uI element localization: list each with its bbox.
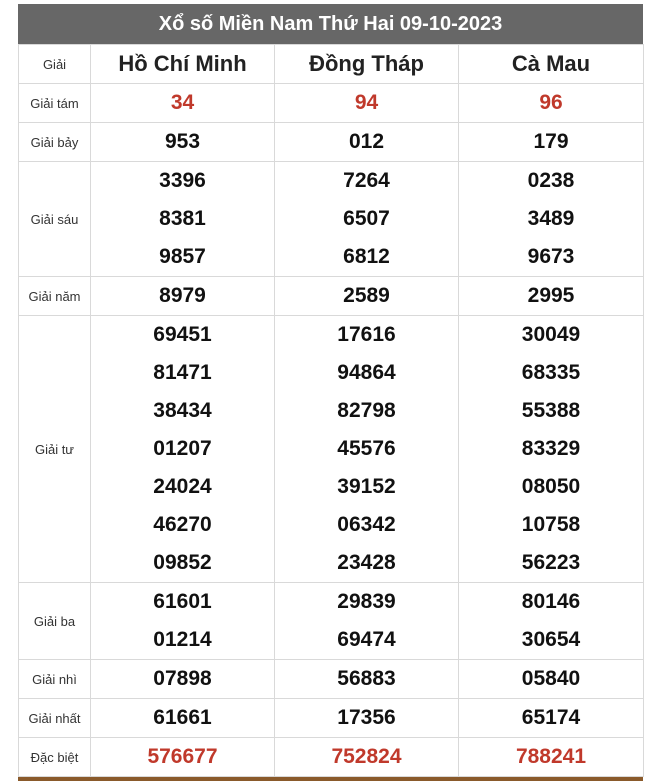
prize-cell: [459, 699, 644, 738]
prize-number: 69451: [153, 323, 212, 346]
prize-number: 0238: [527, 169, 575, 192]
prize-number: 3489: [527, 207, 575, 230]
prize-number: 81471: [153, 361, 212, 384]
prize-cell: [275, 738, 459, 777]
prize-label: Giải tám: [19, 84, 91, 123]
prize-cell: [459, 123, 644, 162]
prize-cell: [459, 84, 644, 123]
prize-number: 05840: [521, 667, 581, 690]
prize-number: 65174: [521, 706, 581, 729]
prize-number: 788241: [515, 745, 587, 768]
page-title: Xổ số Miền Nam Thứ Hai 09-10-2023: [18, 4, 643, 44]
prize-number: 9673: [527, 245, 575, 268]
prize-number: 012: [348, 130, 385, 153]
prize-number: 39152: [337, 475, 396, 498]
prize-cell: [275, 316, 459, 583]
prize-cell: [459, 162, 644, 277]
prize-cell: [275, 162, 459, 277]
prize-cell: [275, 699, 459, 738]
prize-number: 10758: [521, 513, 581, 536]
prize-cell: [91, 162, 275, 277]
prize-cell: [275, 660, 459, 699]
province-header[interactable]: Cà Mau: [459, 45, 644, 84]
province-header[interactable]: Đồng Tháp: [275, 45, 459, 84]
prize-column-header: Giải: [19, 45, 91, 84]
prize-number: 30654: [521, 628, 581, 651]
prize-number: 17616: [337, 323, 396, 346]
prize-number: 80146: [521, 590, 581, 613]
prize-cell: [275, 277, 459, 316]
prize-number: 45576: [337, 437, 396, 460]
prize-cell: [459, 738, 644, 777]
prize-number: 56223: [521, 551, 581, 574]
province-header[interactable]: Hồ Chí Minh: [91, 45, 275, 84]
prize-number: 06342: [337, 513, 396, 536]
prize-number: 3396: [159, 169, 206, 192]
prize-number: 69474: [337, 628, 396, 651]
prize-number: 23428: [337, 551, 396, 574]
prize-row: [19, 123, 644, 162]
prize-label: Đặc biệt: [19, 738, 91, 777]
prize-row: [19, 84, 644, 123]
prize-number: 55388: [521, 399, 581, 422]
prize-row: [19, 738, 644, 777]
prize-number: 576677: [147, 745, 218, 768]
prize-number: 30049: [521, 323, 581, 346]
prize-number: 68335: [521, 361, 581, 384]
prize-cell: [459, 316, 644, 583]
prize-row: [19, 660, 644, 699]
prize-label: Giải tư: [19, 316, 91, 583]
prize-number: 07898: [153, 667, 212, 690]
prize-row: [19, 699, 644, 738]
prize-label: Giải nhì: [19, 660, 91, 699]
prize-number: 94864: [337, 361, 396, 384]
prize-number: 953: [164, 130, 201, 153]
prize-number: 24024: [153, 475, 212, 498]
prize-number: 179: [533, 130, 569, 153]
prize-number: 96: [539, 91, 563, 114]
prize-number: 6812: [343, 245, 390, 268]
prize-number: 2995: [527, 284, 575, 307]
prize-number: 09852: [153, 551, 212, 574]
prize-row: [19, 277, 644, 316]
prize-cell: [91, 660, 275, 699]
prize-row: [19, 162, 644, 277]
results-table: [18, 44, 644, 777]
results-panel: [18, 4, 643, 781]
prize-cell: [459, 583, 644, 660]
prize-number: 01214: [153, 628, 212, 651]
prize-number: 83329: [521, 437, 581, 460]
header-row: [19, 45, 644, 84]
prize-number: 34: [170, 91, 195, 114]
prize-label: Giải năm: [19, 277, 91, 316]
prize-number: 6507: [343, 207, 390, 230]
prize-number: 29839: [337, 590, 396, 613]
prize-cell: [91, 123, 275, 162]
prize-cell: [91, 277, 275, 316]
prize-number: 2589: [343, 284, 390, 307]
prize-number: 7264: [343, 169, 390, 192]
prize-number: 46270: [153, 513, 212, 536]
prize-number: 56883: [337, 667, 396, 690]
bottom-divider: [18, 777, 643, 781]
prize-number: 752824: [331, 745, 402, 768]
prize-cell: [459, 277, 644, 316]
prize-row: [19, 583, 644, 660]
prize-number: 01207: [153, 437, 212, 460]
prize-number: 8381: [159, 207, 206, 230]
prize-number: 8979: [159, 284, 206, 307]
prize-number: 61661: [153, 706, 212, 729]
prize-cell: [91, 316, 275, 583]
prize-number: 9857: [159, 245, 206, 268]
prize-number: 38434: [153, 399, 212, 422]
prize-number: 17356: [337, 706, 396, 729]
prize-cell: [91, 699, 275, 738]
prize-label: Giải bảy: [19, 123, 91, 162]
prize-label: Giải ba: [19, 583, 91, 660]
prize-cell: [459, 660, 644, 699]
prize-number: 61601: [153, 590, 212, 613]
prize-label: Giải sáu: [19, 162, 91, 277]
prize-number: 08050: [521, 475, 581, 498]
prize-cell: [91, 738, 275, 777]
prize-cell: [91, 84, 275, 123]
prize-cell: [275, 84, 459, 123]
prize-cell: [91, 583, 275, 660]
prize-number: 94: [354, 91, 379, 114]
prize-cell: [275, 583, 459, 660]
prize-number: 82798: [337, 399, 396, 422]
prize-row: [19, 316, 644, 583]
prize-label: Giải nhất: [19, 699, 91, 738]
prize-cell: [275, 123, 459, 162]
